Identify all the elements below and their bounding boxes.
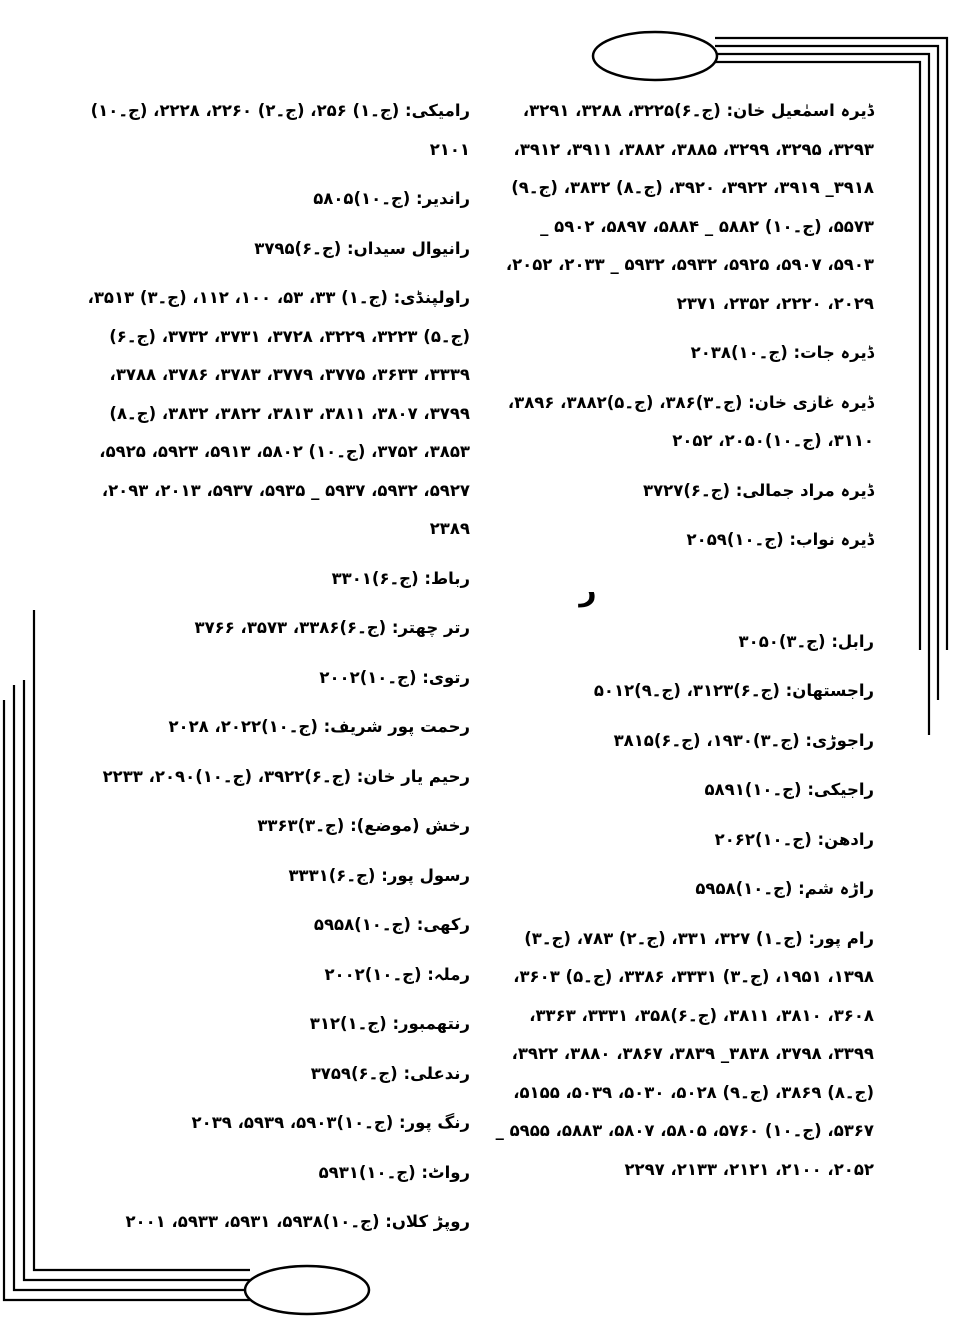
index-entry: ڈیرہ جات: (ج۔۱۰)۲۰۳۸ (690, 343, 874, 362)
index-entry: رتوی: (ج۔۱۰)۲۰۰۲ (319, 667, 470, 687)
bottom-left-oval-ornament (245, 1266, 369, 1314)
index-entry: رسول پور: (ج۔۶)۳۳۳۱ (288, 865, 470, 885)
index-entry: رابل: (ج۔۳)۳۰۵۰ (738, 631, 874, 651)
index-entry: رامیکی: (ج۔۱) ۲۵۶، (ج۔۲) ۲۲۶۰، ۲۲۲۸، (ج۔۱۰) ۲۱۰۱ (90, 101, 470, 159)
index-entry: رکھی: (ج۔۱۰)۵۹۵۸ (313, 915, 470, 934)
index-entry: رنتھمبور: (ج۔۱)۳۱۲ (309, 1014, 470, 1033)
index-entry: رندعلی: (ج۔۶)۳۷۵۹ (310, 1063, 470, 1083)
section-heading-letter: ر (579, 572, 597, 608)
left-column (80, 92, 470, 1253)
right-column (492, 92, 874, 1200)
index-entry: راولپنڈی: (ج۔۱) ۳۳، ۵۳، ۱۰۰، ۱۱۲، (ج۔۳) ۳۵۱۳، (ج۔۵) ۳۲۲۳، ۳۲۲۹، ۳۷۲۸، ۳۷۳۱، ۳۷۳۲، (ج۔۶) ۳۳۳۹، ۳۶۳۳، ۳۷۷۵، ۳۷۷۹، ۳۷۸۳، ۳۷۸۶، ۳۷۸۸، ۳۷۹۹، ۳۸۰۷، ۳۸۱۱، ۳۸۱۳، ۳۸۲۲، ۳۸۳۲، (ج۔۸) ۳۸۵۳، ۳۷۵۲، (ج۔۱۰) ۵۸۰۲، ۵۹۱۳، ۵۹۲۳، ۵۹۲۵، ۵۹۲۷، ۵۹۳۲، ۵۹۳۷ _ ۵۹۳۵، ۵۹۳۷، ۲۰۱۳، ۲۰۹۳، ۲۳۸۹ (87, 288, 470, 538)
index-entry: راجیکی: (ج۔۱۰)۵۸۹۱ (704, 780, 874, 799)
index-entry: ڈیرہ اسمٰعیل خان: (ج۔۶)۳۲۲۵، ۳۲۸۸، ۳۲۹۱، ۳۲۹۳، ۳۲۹۵، ۳۲۹۹، ۳۸۸۵، ۳۸۸۲، ۳۹۱۱، ۳۹۱۲، ۳۹۱۸_ ۳۹۱۹، ۳۹۲۲، ۳۹۲۰، (ج۔۸) ۳۸۳۲، (ج۔۹) ۵۵۷۳، (ج۔۱۰) ۵۸۸۲ _ ۵۸۸۴، ۵۸۹۷، ۵۹۰۲ _ ۵۹۰۳، ۵۹۰۷، ۵۹۲۵، ۵۹۳۲، ۵۹۳۲ _ ۲۰۳۳، ۲۰۵۲، ۲۰۲۹، ۲۲۲۰، ۲۳۵۲، ۲۳۷۱ (505, 101, 874, 313)
index-entry: رواٹ: (ج۔۱۰)۵۹۳۱ (318, 1162, 470, 1182)
index-entry: رملہ: (ج۔۱۰)۲۰۰۲ (324, 964, 470, 984)
index-entry: راڑہ شم: (ج۔۱۰)۵۹۵۸ (695, 879, 874, 898)
index-entry: رحمت پور شریف: (ج۔۱۰)۲۰۲۲، ۲۰۲۸ (168, 717, 470, 736)
index-entry: رخش (موضع): (ج۔۳)۳۳۶۳ (257, 816, 470, 835)
index-entry: رباط: (ج۔۶)۳۳۰۱ (331, 568, 470, 588)
index-entry: ڈیرہ مراد جمالی: (ج۔۶)۳۷۲۷ (643, 480, 874, 500)
top-right-oval-ornament (593, 32, 717, 80)
index-entry: رتر چھتر: (ج۔۶)۳۳۸۶، ۳۵۷۳، ۳۷۶۶ (194, 618, 470, 637)
index-entry: روپڑ کلاں: (ج۔۱۰)۵۹۳۸، ۵۹۳۱، ۵۹۳۳، ۲۰۰۱ (125, 1212, 470, 1231)
index-entry: رحیم یار خان: (ج۔۶)۳۹۲۲، (ج۔۱۰)۲۰۹۰، ۲۲۳۳ (102, 766, 470, 786)
index-entry: رام پور: (ج۔۱) ۳۲۷، ۳۳۱، (ج۔۲) ۷۸۳، (ج۔۳) ۱۳۹۸، ۱۹۵۱، (ج۔۳) ۳۳۳۱، ۳۳۸۶، (ج۔۵) ۳۶۰۳، ۳۶۰۸، ۳۸۱۰، ۳۸۱۱، (ج۔۶)۳۵۸، ۳۳۳۱، ۳۳۶۳، ۳۳۹۹، ۳۷۹۸، ۳۸۳۸_ ۳۸۳۹، ۳۸۶۷، ۳۸۸۰، ۳۹۲۲، (ج۔۸) ۳۸۶۹، (ج۔۹) ۵۰۲۸، ۵۰۳۰، ۵۰۳۹، ۵۱۵۵، ۵۳۶۷، (ج۔۱۰) ۵۷۶۰، ۵۸۰۵، ۵۸۰۷، ۵۸۸۳، ۵۹۵۵ _ ۲۰۵۲، ۲۱۰۰، ۲۱۲۱، ۲۱۳۳، ۲۲۹۷ (495, 928, 874, 1179)
index-entry: ڈیرہ نواب: (ج۔۱۰)۲۰۵۹ (686, 530, 874, 549)
index-entry: رانیوال سیداں: (ج۔۶)۳۷۹۵ (254, 238, 470, 258)
index-entry: رادھن: (ج۔۱۰)۲۰۶۲ (714, 829, 874, 849)
index-entry: راجوڑی: (ج۔۳)۱۹۳۰، (ج۔۶)۳۸۱۵ (613, 730, 874, 750)
index-entry: راندیر: (ج۔۱۰)۵۸۰۵ (313, 189, 470, 208)
index-entry: راجستھان: (ج۔۶)۳۱۲۳، (ج۔۹)۵۰۱۲ (593, 681, 874, 700)
index-entry: ڈیرہ غازی خان: (ج۔۳)۳۸۶، (ج۔۵)۳۸۸۲، ۳۸۹۶، ۳۱۱۰، (ج۔۱۰)۲۰۵۰، ۲۰۵۲ (507, 392, 874, 450)
index-entry: رنگ پور: (ج۔۱۰)۵۹۰۳، ۵۹۳۹، ۲۰۳۹ (191, 1113, 470, 1132)
